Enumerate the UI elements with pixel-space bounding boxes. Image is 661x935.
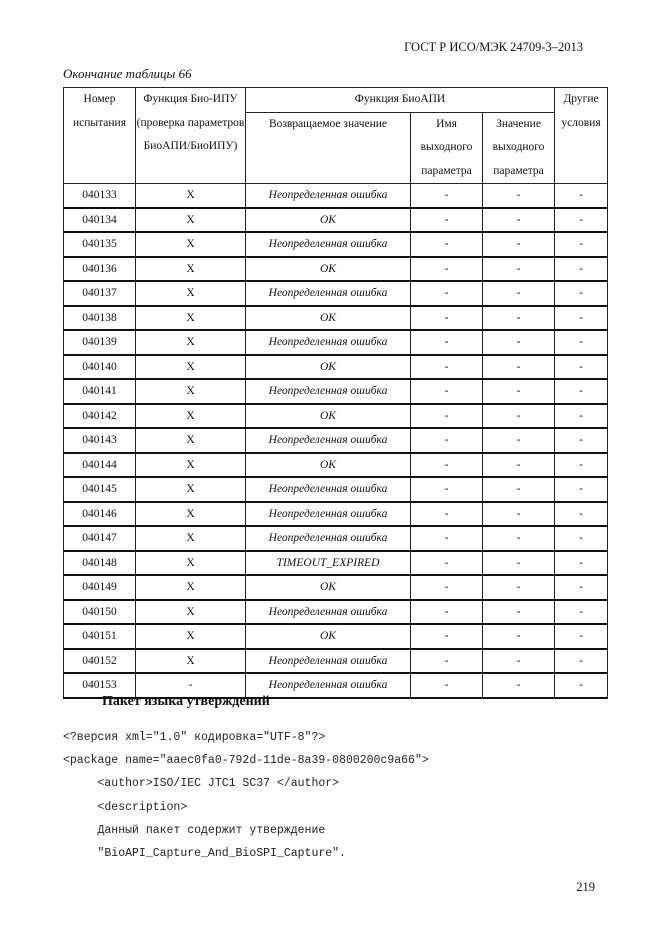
cell-bipu-check: X: [136, 330, 246, 355]
cell-bipu-check: -: [136, 673, 246, 698]
table-row: [64, 575, 608, 600]
cell-output-param-name: -: [411, 355, 483, 380]
cell-other-conditions: -: [555, 453, 608, 478]
cell-bipu-check: X: [136, 600, 246, 625]
cell-return-value: Неопределенная ошибка: [246, 477, 411, 502]
cell-output-param-name: -: [411, 649, 483, 674]
cell-bipu-check: X: [136, 257, 246, 282]
cell-other-conditions: -: [555, 649, 608, 674]
cell-bipu-check: X: [136, 502, 246, 527]
cell-other-conditions: -: [555, 379, 608, 404]
cell-test-number: 040134: [64, 208, 136, 233]
cell-test-number: 040146: [64, 502, 136, 527]
table-row: [64, 624, 608, 649]
cell-other-conditions: -: [555, 257, 608, 282]
cell-test-number: 040148: [64, 551, 136, 576]
cell-bipu-check: X: [136, 428, 246, 453]
table-row: [64, 330, 608, 355]
cell-other-conditions: -: [555, 232, 608, 257]
table-row: [64, 257, 608, 282]
cell-output-param-name: -: [411, 624, 483, 649]
cell-output-param-value: -: [483, 649, 555, 674]
cell-test-number: 040151: [64, 624, 136, 649]
cell-return-value: Неопределенная ошибка: [246, 502, 411, 527]
cell-other-conditions: -: [555, 526, 608, 551]
cell-other-conditions: -: [555, 428, 608, 453]
cell-return-value: Неопределенная ошибка: [246, 428, 411, 453]
table-row: [64, 502, 608, 527]
cell-return-value: Неопределенная ошибка: [246, 649, 411, 674]
cell-output-param-value: -: [483, 379, 555, 404]
cell-output-param-name: -: [411, 379, 483, 404]
cell-bipu-check: X: [136, 477, 246, 502]
cell-other-conditions: -: [555, 184, 608, 208]
cell-output-param-value: -: [483, 184, 555, 208]
cell-test-number: 040141: [64, 379, 136, 404]
cell-output-param-value: -: [483, 428, 555, 453]
cell-other-conditions: -: [555, 673, 608, 698]
table-row: [64, 551, 608, 576]
cell-return-value: Неопределенная ошибка: [246, 330, 411, 355]
cell-output-param-value: -: [483, 208, 555, 233]
table-row: [64, 404, 608, 429]
cell-bipu-check: X: [136, 281, 246, 306]
cell-output-param-value: -: [483, 281, 555, 306]
cell-test-number: 040139: [64, 330, 136, 355]
page-number: 219: [576, 880, 595, 894]
cell-other-conditions: -: [555, 355, 608, 380]
cell-other-conditions: -: [555, 404, 608, 429]
cell-test-number: 040138: [64, 306, 136, 331]
cell-other-conditions: -: [555, 330, 608, 355]
cell-other-conditions: -: [555, 502, 608, 527]
cell-test-number: 040143: [64, 428, 136, 453]
cell-other-conditions: -: [555, 575, 608, 600]
cell-other-conditions: -: [555, 208, 608, 233]
cell-test-number: 040144: [64, 453, 136, 478]
cell-bipu-check: X: [136, 453, 246, 478]
cell-test-number: 040136: [64, 257, 136, 282]
cell-test-number: 040150: [64, 600, 136, 625]
cell-test-number: 040137: [64, 281, 136, 306]
cell-bipu-check: X: [136, 551, 246, 576]
cell-test-number: 040153: [64, 673, 136, 698]
cell-return-value: OK: [246, 257, 411, 282]
cell-other-conditions: -: [555, 281, 608, 306]
header-output-param-value: Значение выходного параметра: [483, 112, 555, 184]
document-standard-header: ГОСТ Р ИСО/МЭК 24709-3–2013: [404, 40, 583, 54]
table-row: [64, 477, 608, 502]
cell-output-param-name: -: [411, 257, 483, 282]
table-body: [64, 184, 608, 698]
cell-output-param-value: -: [483, 404, 555, 429]
code-line: <package name="aaec0fa0-792d-11de-8a39-0800200c9a66">: [63, 754, 429, 768]
header-function-bioapi: Функция БиоАПИ: [246, 88, 555, 113]
cell-test-number: 040133: [64, 184, 136, 208]
cell-output-param-value: -: [483, 502, 555, 527]
cell-output-param-value: -: [483, 306, 555, 331]
cell-output-param-name: -: [411, 306, 483, 331]
cell-output-param-name: -: [411, 232, 483, 257]
cell-return-value: Неопределенная ошибка: [246, 379, 411, 404]
cell-output-param-name: -: [411, 526, 483, 551]
cell-output-param-value: -: [483, 453, 555, 478]
code-line: <?версия xml="1.0" кодировка="UTF-8"?>: [63, 731, 326, 744]
cell-test-number: 040142: [64, 404, 136, 429]
header-output-param-name: Имя выходного параметра: [411, 112, 483, 184]
cell-return-value: Неопределенная ошибка: [246, 184, 411, 208]
cell-output-param-value: -: [483, 624, 555, 649]
cell-output-param-name: -: [411, 575, 483, 600]
cell-bipu-check: X: [136, 355, 246, 380]
cell-bipu-check: X: [136, 526, 246, 551]
cell-test-number: 040152: [64, 649, 136, 674]
table-row: [64, 184, 608, 208]
cell-return-value: OK: [246, 208, 411, 233]
cell-output-param-name: -: [411, 330, 483, 355]
cell-output-param-name: -: [411, 477, 483, 502]
cell-return-value: TIMEOUT_EXPIRED: [246, 551, 411, 576]
cell-return-value: Неопределенная ошибка: [246, 526, 411, 551]
cell-output-param-value: -: [483, 575, 555, 600]
cell-return-value: OK: [246, 453, 411, 478]
cell-test-number: 040149: [64, 575, 136, 600]
cell-bipu-check: X: [136, 208, 246, 233]
cell-output-param-value: -: [483, 526, 555, 551]
code-line: <author>ISO/IEC JTC1 SC37 </author>: [63, 777, 340, 791]
cell-bipu-check: X: [136, 404, 246, 429]
cell-return-value: OK: [246, 575, 411, 600]
cell-output-param-value: -: [483, 330, 555, 355]
table-row: [64, 306, 608, 331]
cell-output-param-name: -: [411, 184, 483, 208]
table-row: [64, 379, 608, 404]
cell-output-param-name: -: [411, 281, 483, 306]
cell-other-conditions: -: [555, 306, 608, 331]
table-row: [64, 355, 608, 380]
cell-output-param-name: -: [411, 208, 483, 233]
cell-test-number: 040147: [64, 526, 136, 551]
header-test-number: Номер испытания: [64, 88, 136, 184]
cell-bipu-check: X: [136, 184, 246, 208]
cell-output-param-value: -: [483, 673, 555, 698]
table-row: [64, 428, 608, 453]
cell-return-value: OK: [246, 624, 411, 649]
cell-output-param-name: -: [411, 428, 483, 453]
cell-output-param-value: -: [483, 355, 555, 380]
table-row: [64, 281, 608, 306]
cell-output-param-name: -: [411, 502, 483, 527]
cell-output-param-value: -: [483, 257, 555, 282]
header-return-value: Возвращаемое значение: [246, 112, 411, 184]
cell-return-value: OK: [246, 404, 411, 429]
test-table: [63, 87, 608, 699]
cell-bipu-check: X: [136, 379, 246, 404]
code-line: "BioAPI_Capture_And_BioSPI_Capture".: [63, 846, 346, 860]
cell-bipu-check: X: [136, 306, 246, 331]
cell-bipu-check: X: [136, 624, 246, 649]
table-row: [64, 208, 608, 233]
cell-output-param-name: -: [411, 453, 483, 478]
cell-return-value: Неопределенная ошибка: [246, 232, 411, 257]
table-caption: Окончание таблицы 66: [63, 66, 192, 81]
cell-output-param-name: -: [411, 600, 483, 625]
cell-test-number: 040135: [64, 232, 136, 257]
table-row: [64, 649, 608, 674]
cell-return-value: OK: [246, 355, 411, 380]
table-row: [64, 232, 608, 257]
cell-bipu-check: X: [136, 649, 246, 674]
table-row: [64, 600, 608, 625]
code-line: <description>: [63, 800, 188, 814]
cell-other-conditions: -: [555, 624, 608, 649]
cell-test-number: 040140: [64, 355, 136, 380]
header-function-bipu: Функция Био-ИПУ (проверка параметров БиоАПИ/БиоИПУ): [136, 88, 246, 184]
cell-output-param-name: -: [411, 551, 483, 576]
cell-return-value: Неопределенная ошибка: [246, 281, 411, 306]
section-title: Пакет языка утверждений: [102, 694, 270, 709]
cell-output-param-name: -: [411, 673, 483, 698]
code-listing: [63, 726, 429, 865]
cell-output-param-value: -: [483, 232, 555, 257]
code-line: Данный пакет содержит утверждение: [63, 823, 326, 837]
cell-bipu-check: X: [136, 575, 246, 600]
cell-bipu-check: X: [136, 232, 246, 257]
cell-return-value: OK: [246, 306, 411, 331]
header-other-conditions: Другие условия: [555, 88, 608, 184]
table-row: [64, 526, 608, 551]
cell-output-param-value: -: [483, 551, 555, 576]
table-row: [64, 453, 608, 478]
cell-other-conditions: -: [555, 551, 608, 576]
cell-output-param-name: -: [411, 404, 483, 429]
cell-return-value: Неопределенная ошибка: [246, 673, 411, 698]
cell-test-number: 040145: [64, 477, 136, 502]
cell-other-conditions: -: [555, 477, 608, 502]
cell-output-param-value: -: [483, 600, 555, 625]
cell-other-conditions: -: [555, 600, 608, 625]
cell-output-param-value: -: [483, 477, 555, 502]
cell-return-value: Неопределенная ошибка: [246, 600, 411, 625]
